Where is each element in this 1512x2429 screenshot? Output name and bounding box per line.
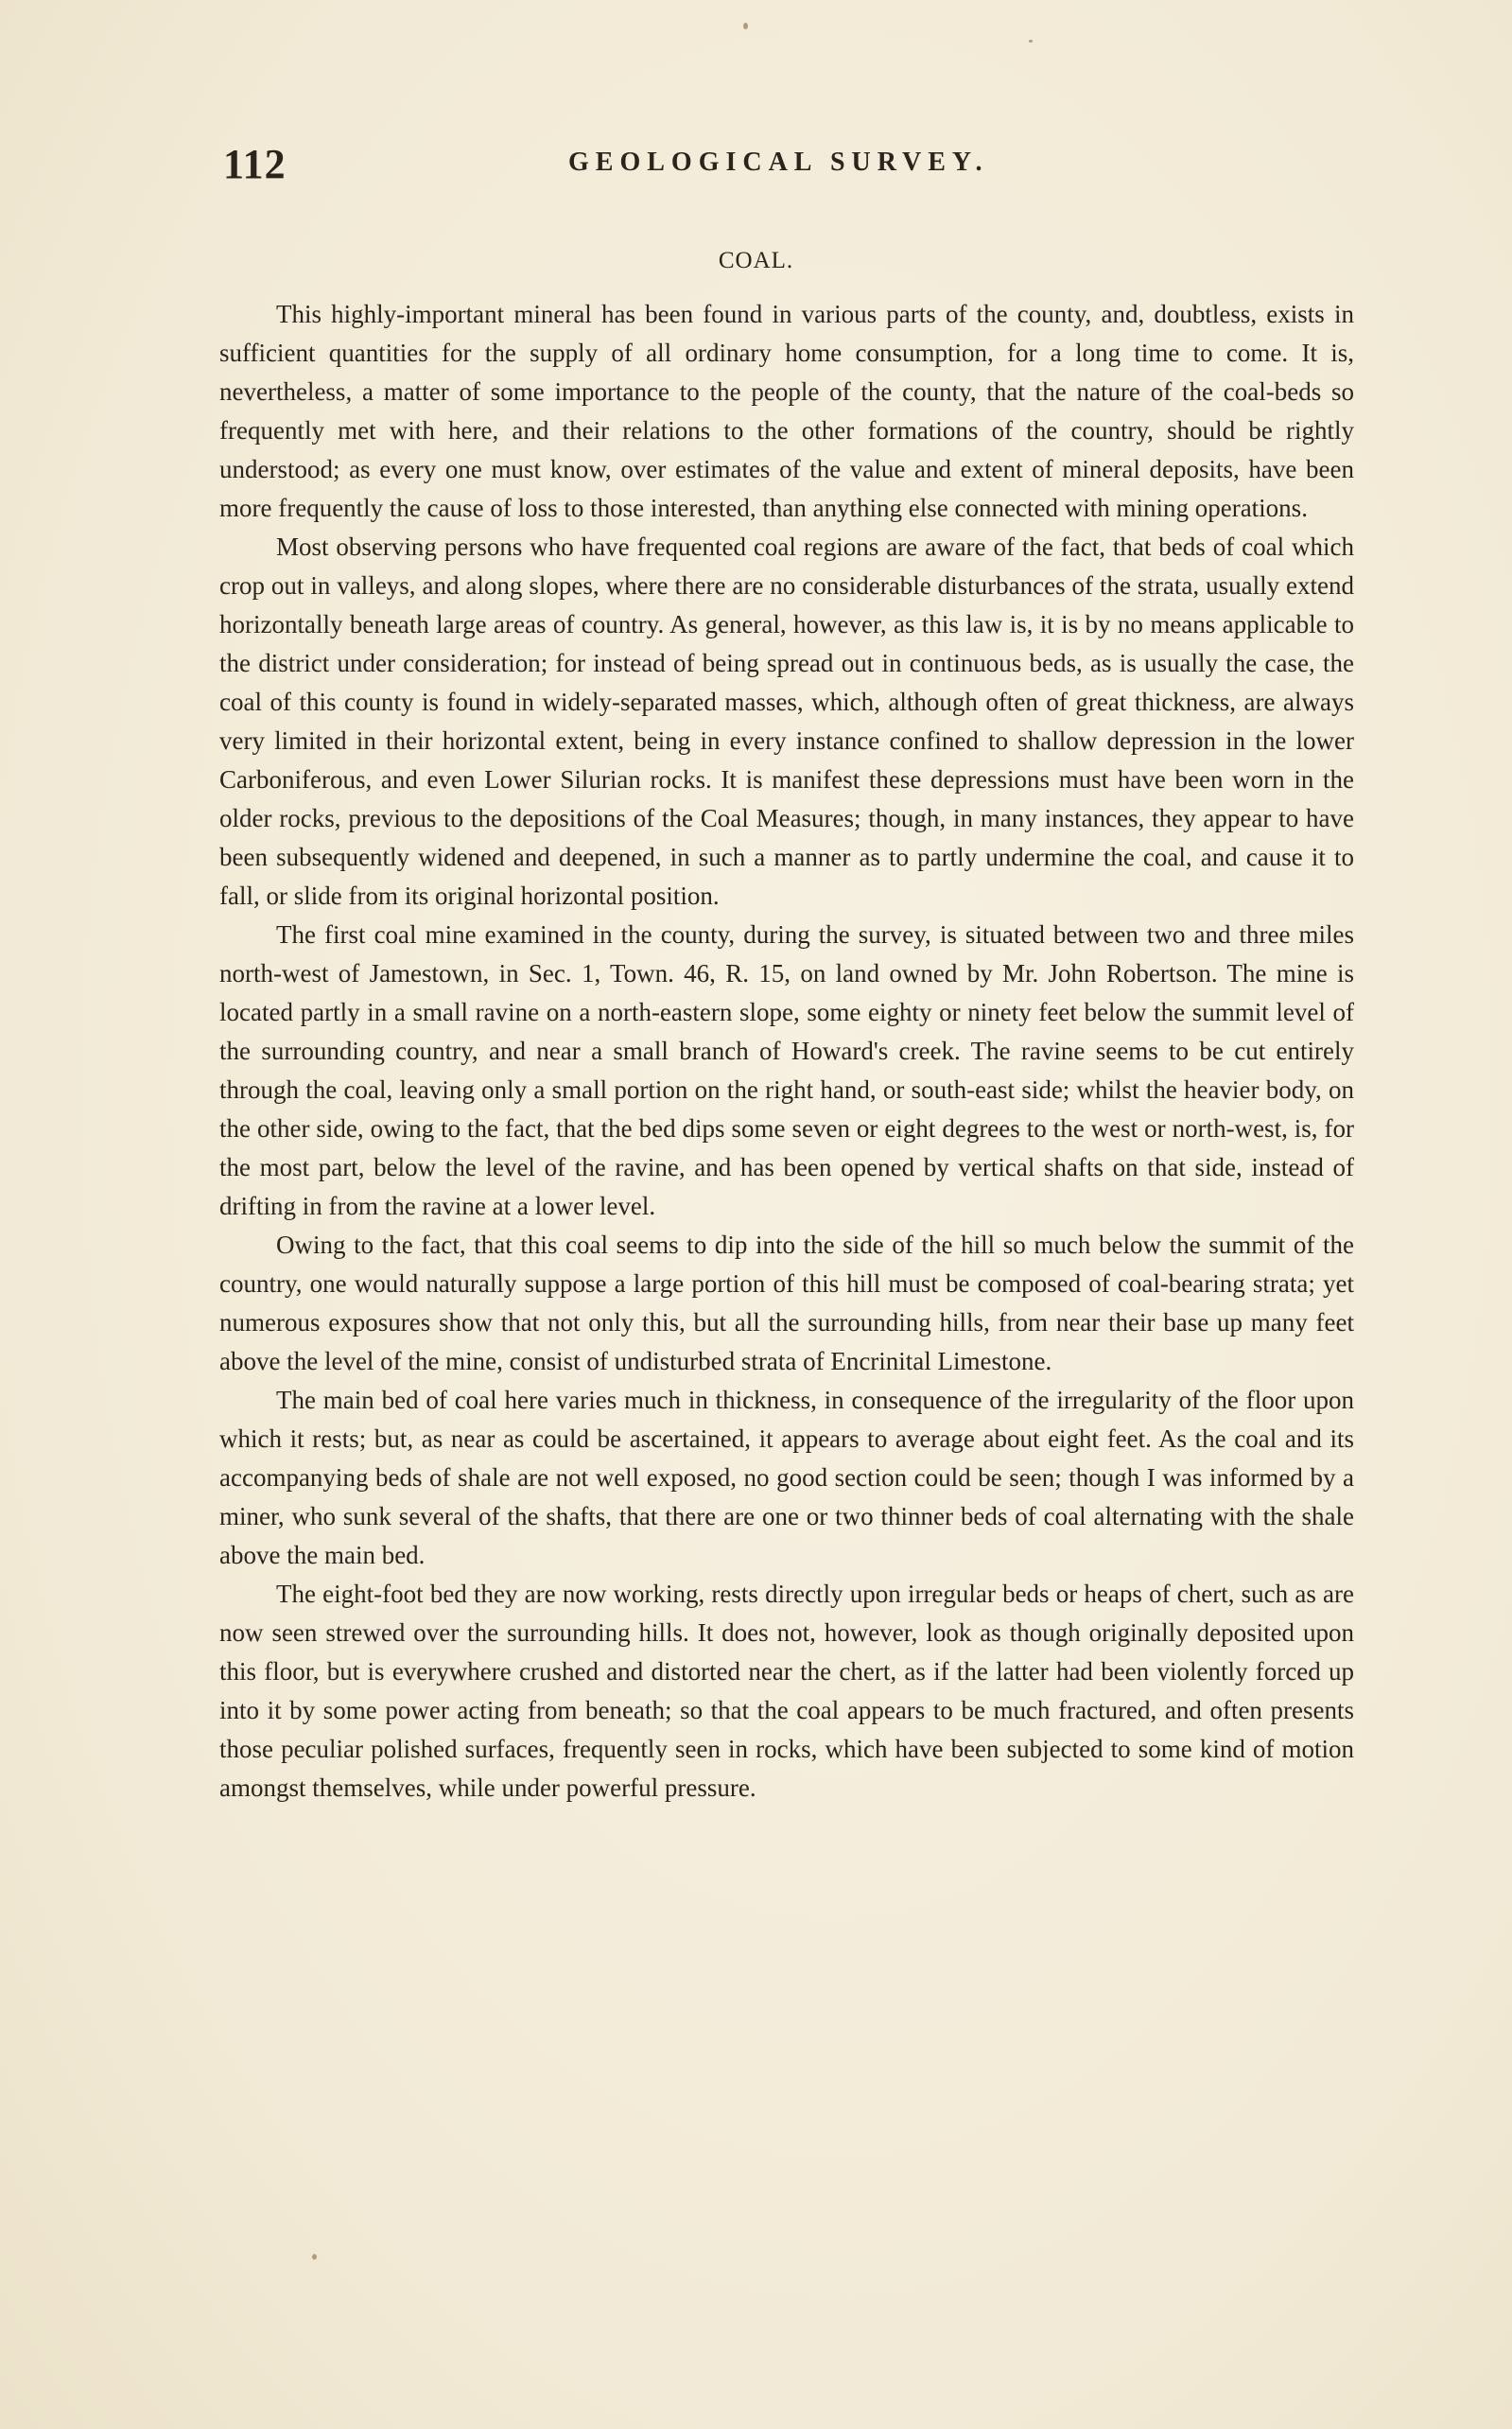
body-text <box>219 295 1354 1808</box>
page-number: 112 <box>223 141 287 187</box>
paragraph: Owing to the fact, that this coal seems to dip into the side of the hill so much below the summit of the country, one would naturally suppose a large portion of this hill must be composed of coal-bearing strata; yet numerous exposures show that not only this, but all the surrounding hills, from near their base up many feet above the level of the mine, consist of undisturbed strata of Encrinital Limestone. <box>219 1231 1354 1375</box>
paragraph: The first coal mine examined in the county, during the survey, is situated between two and three miles north-west of Jamestown, in Sec. 1, Town. 46, R. 15, on land owned by Mr. John Robertson. The mine is located partly in a small ravine on a north-eastern slope, some eighty or ninety feet below the summit level of the surrounding country, and near a small branch of Howard's creek. The ravine seems to be cut entirely through the coal, leaving only a small portion on the right hand, or south-east side; whilst the heavier body, on the other side, owing to the fact, that the bed dips some seven or eight degrees to the west or north-west, is, for the most part, below the level of the ravine, and has been opened by vertical shafts on that side, instead of drifting in from the ravine at a lower level. <box>219 920 1354 1220</box>
paragraph: The main bed of coal here varies much in thickness, in consequence of the irregularity of the floor upon which it rests; but, as near as could be ascertained, it appears to average about eight feet. As the coal and its accompanying beds of shale are not well exposed, no good section could be seen; though I was informed by a miner, who sunk several of the shafts, that there are one or two thinner beds of coal alternating with the shale above the main bed. <box>219 1386 1354 1569</box>
paragraph: Most observing persons who have frequented coal regions are aware of the fact, that beds of coal which crop out in valleys, and along slopes, where there are no considerable disturbances of the strata, usually extend horizontally beneath large areas of country. As general, however, as this law is, it is by no means applicable to the district under consideration; for instead of being spread out in continuous beds, as is usually the case, the coal of this county is found in widely-separated masses, which, although often of great thickness, are always very limited in their horizontal extent, being in every instance confined to shallow depression in the lower Carboniferous, and even Lower Silurian rocks. It is manifest these depressions must have been worn in the older rocks, previous to the depositions of the Coal Measures; though, in many instances, they appear to have been subsequently widened and deepened, in such a manner as to partly undermine the coal, and cause it to fall, or slide from its original horizontal position. <box>219 533 1354 910</box>
paper-speck <box>743 23 748 29</box>
paper-speck <box>312 2254 317 2260</box>
page-header <box>223 140 1254 197</box>
section-title: COAL. <box>718 248 794 273</box>
paragraph: This highly-important mineral has been found in various parts of the county, and, doubtless, exists in sufficient quantities for the supply of all ordinary home consumption, for a long time to come. It is, nevertheless, a matter of some importance to the people of the county, that the nature of the coal-beds so frequently met with here, and their relations to the other formations of the country, should be rightly understood; as every one must know, over estimates of the value and extent of mineral deposits, have been more frequently the cause of loss to those interested, than anything else connected with mining operations. <box>219 300 1354 522</box>
paper-speck <box>1029 40 1033 43</box>
paragraph: The eight-foot bed they are now working, rests directly upon irregular beds or heaps of chert, such as are now seen strewed over the surrounding hills. It does not, however, look as though originally deposited upon this floor, but is everywhere crushed and distorted near the chert, as if the latter had been violently forced up into it by some power acting from beneath; so that the coal appears to be much fractured, and often presents those peculiar polished surfaces, frequently seen in rocks, which have been subjected to some kind of motion amongst themselves, while under powerful pressure. <box>219 1580 1354 1802</box>
running-head: GEOLOGICAL SURVEY. <box>568 148 989 177</box>
